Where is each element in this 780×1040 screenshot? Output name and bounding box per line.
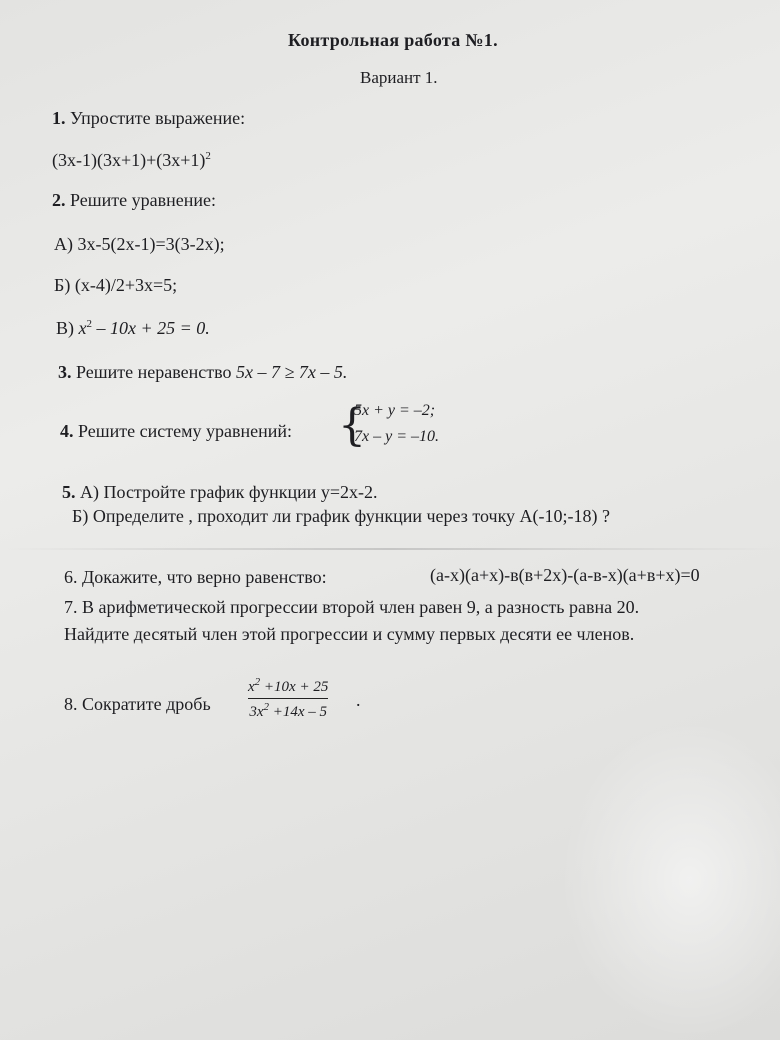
task-3: [58, 362, 347, 383]
task-text: А) Постройте график функции y=2x-2.: [80, 482, 378, 502]
item-label: В): [56, 318, 74, 338]
task-number: 4.: [60, 421, 74, 441]
task-8-fraction: [248, 676, 328, 721]
exponent: 2: [86, 318, 92, 330]
task-text: Решите систему уравнений:: [78, 421, 292, 441]
expression: (3x-1)(3x+1)+(3x+1): [52, 150, 206, 170]
exponent: 2: [254, 676, 261, 688]
task-2-heading: [52, 190, 216, 211]
task-text: Решите уравнение:: [70, 190, 216, 210]
task-8-period: .: [356, 690, 361, 710]
variable: x: [248, 679, 255, 695]
fraction-numerator: [248, 676, 328, 696]
denominator-rest: +14x – 5: [268, 704, 328, 720]
system-equation-2: 7x – y = –10.: [354, 428, 439, 445]
variant-label: Вариант 1.: [360, 68, 438, 87]
task-4-heading: [60, 421, 292, 442]
system-equation-1: 5x + y = –2;: [354, 402, 436, 419]
task-text: Упростите выражение:: [70, 108, 246, 128]
task-1-heading: [52, 108, 245, 129]
page-title: Контрольная работа №1.: [288, 30, 498, 50]
task-8-text: 8. Сократите дробь: [64, 694, 211, 714]
task-7-line-1: 7. В арифметической прогрессии второй член равен 9, а разность равна 20.: [64, 597, 640, 617]
task-6: 6. Докажите, что верно равенство:: [64, 567, 327, 587]
exponent: 2: [205, 150, 211, 162]
task-1-expression: [52, 150, 211, 171]
exponent: 2: [263, 701, 269, 713]
paper-fold: [0, 548, 780, 550]
inequality: 5x – 7 ≥ 7x – 5.: [235, 362, 348, 382]
task-number: 3.: [58, 362, 72, 382]
task-2a: А) 3x-5(2x-1)=3(3-2x);: [54, 234, 225, 254]
fraction-denominator: [249, 701, 327, 721]
variable: x: [78, 318, 87, 338]
denominator-term: 3x: [249, 704, 264, 720]
fraction-bar: [248, 698, 328, 699]
task-number: 1.: [52, 108, 66, 128]
numerator-rest: +10x + 25: [260, 679, 329, 695]
task-number: 5.: [62, 482, 76, 502]
task-7-line-2: Найдите десятый член этой прогрессии и сумму первых десяти ее членов.: [64, 624, 635, 644]
task-text: Решите неравенство: [76, 362, 232, 382]
task-2b: Б) (x-4)/2+3x=5;: [54, 275, 178, 295]
light-glare: [560, 720, 780, 1040]
task-number: 2.: [52, 190, 66, 210]
system-brace: {: [338, 400, 366, 451]
task-6-equation: (а-х)(а+х)-в(в+2х)-(а-в-х)(а+в+х)=0: [430, 565, 700, 585]
task-5a: [62, 482, 378, 503]
task-5b: Б) Определите , проходит ли график функции через точку А(-10;-18) ?: [72, 506, 611, 526]
task-2v: [56, 318, 210, 339]
equation-rest: – 10x + 25 = 0.: [92, 318, 210, 338]
